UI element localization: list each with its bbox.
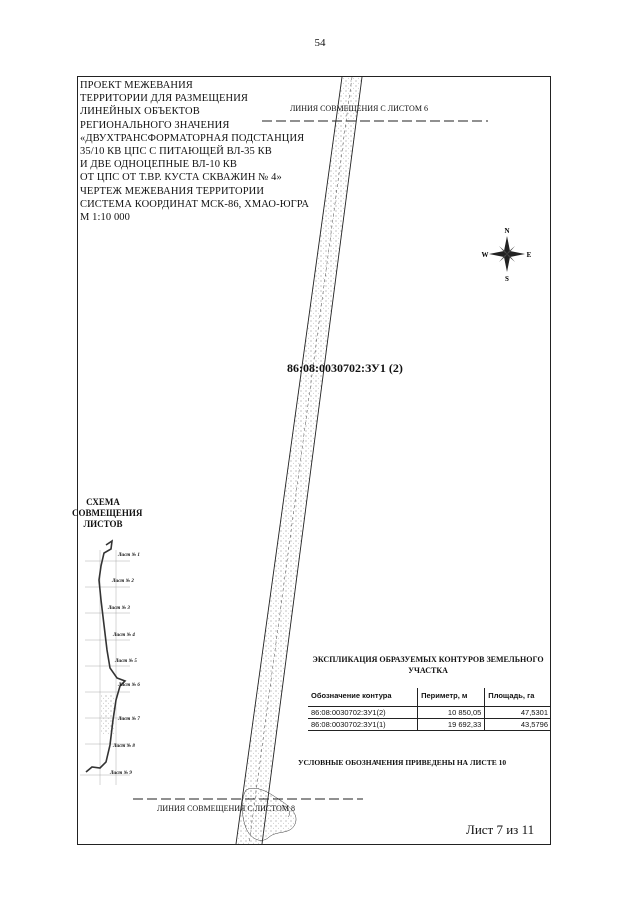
title-line: 35/10 КВ ЦПС С ПИТАЮЩЕЙ ВЛ-35 КВ (80, 146, 272, 158)
scheme-sheet-label: Лист № 6 (118, 683, 140, 688)
title-line: ЛИНЕЙНЫХ ОБЪЕКТОВ (80, 106, 200, 118)
table-cell: 19 692,33 (418, 719, 485, 731)
title-line: СИСТЕМА КООРДИНАТ МСК-86, ХМАО-ЮГРА (80, 198, 310, 210)
compass-s: S (505, 275, 509, 283)
scheme-sheet-label: Лист № 9 (110, 771, 132, 776)
title-line: ПРОЕКТ МЕЖЕВАНИЯ (80, 80, 193, 91)
sheet-number: Лист 7 из 11 (466, 822, 535, 837)
explication-title: ЭКСПЛИКАЦИЯ ОБРАЗУЕМЫХ КОНТУРОВ ЗЕМЕЛЬНОГО УЧАСТКА (312, 655, 544, 675)
table-cell: 86:08:0030702:ЗУ1(1) (308, 719, 418, 731)
terrain-feature (242, 788, 296, 840)
table-row (308, 719, 551, 731)
match-line-bottom-label: ЛИНИЯ СОВМЕЩЕНИЯ С ЛИСТОМ 8 (157, 804, 295, 813)
scheme-sheet-label: Лист № 4 (113, 633, 135, 638)
scheme-title: СХЕМА СОВМЕЩЕНИЯ ЛИСТОВ (72, 497, 143, 529)
title-line: М 1:10 000 (80, 212, 131, 224)
table-cell: 43,5796 (485, 719, 551, 731)
column-header: Обозначение контура (308, 688, 418, 707)
title-line: РЕГИОНАЛЬНОГО ЗНАЧЕНИЯ (80, 119, 230, 131)
title-line: ЧЕРТЕЖ МЕЖЕВАНИЯ ТЕРРИТОРИИ (80, 185, 265, 197)
scheme-sheet-label: Лист № 7 (118, 717, 140, 722)
explication-table (308, 688, 551, 731)
scheme-sheet-label: Лист № 5 (115, 659, 137, 664)
title-line: ОТ ЦПС ОТ Т.ВР. КУСТА СКВАЖИН № 4» (80, 172, 282, 184)
table-cell: 10 850,05 (418, 707, 485, 719)
table-row (308, 707, 551, 719)
compass-rose-icon (489, 236, 525, 272)
scheme-sheet-label: Лист № 3 (108, 606, 130, 611)
page-number: 54 (314, 37, 326, 49)
column-header: Периметр, м (418, 688, 485, 707)
legend-note: УСЛОВНЫЕ ОБОЗНАЧЕНИЯ ПРИВЕДЕНЫ НА ЛИСТЕ 10 (298, 758, 507, 767)
compass-w: W (481, 251, 489, 259)
title-line: И ДВЕ ОДНОЦЕПНЫЕ ВЛ-10 КВ (80, 159, 238, 171)
scheme-sheet-label: Лист № 1 (118, 553, 140, 558)
scheme-sheet-label: Лист № 2 (112, 579, 134, 584)
scheme-route (86, 541, 125, 772)
title-line: «ДВУХТРАНСФОРМАТОРНАЯ ПОДСТАНЦИЯ (80, 132, 305, 144)
table-cell: 86:08:0030702:ЗУ1(2) (308, 707, 418, 719)
title-line: ТЕРРИТОРИИ ДЛЯ РАЗМЕЩЕНИЯ (80, 93, 248, 105)
match-line-top-label: ЛИНИЯ СОВМЕЩЕНИЯ С ЛИСТОМ 6 (290, 104, 428, 113)
table-header-row (308, 688, 551, 707)
title-block (80, 79, 309, 224)
scheme-sheet-label: Лист № 8 (113, 744, 135, 749)
compass-n: N (504, 227, 510, 235)
parcel-label: 86:08:0030702:ЗУ1 (2) (287, 361, 403, 375)
compass-e: E (526, 251, 532, 259)
column-header: Площадь, га (485, 688, 551, 707)
table-cell: 47,5301 (485, 707, 551, 719)
